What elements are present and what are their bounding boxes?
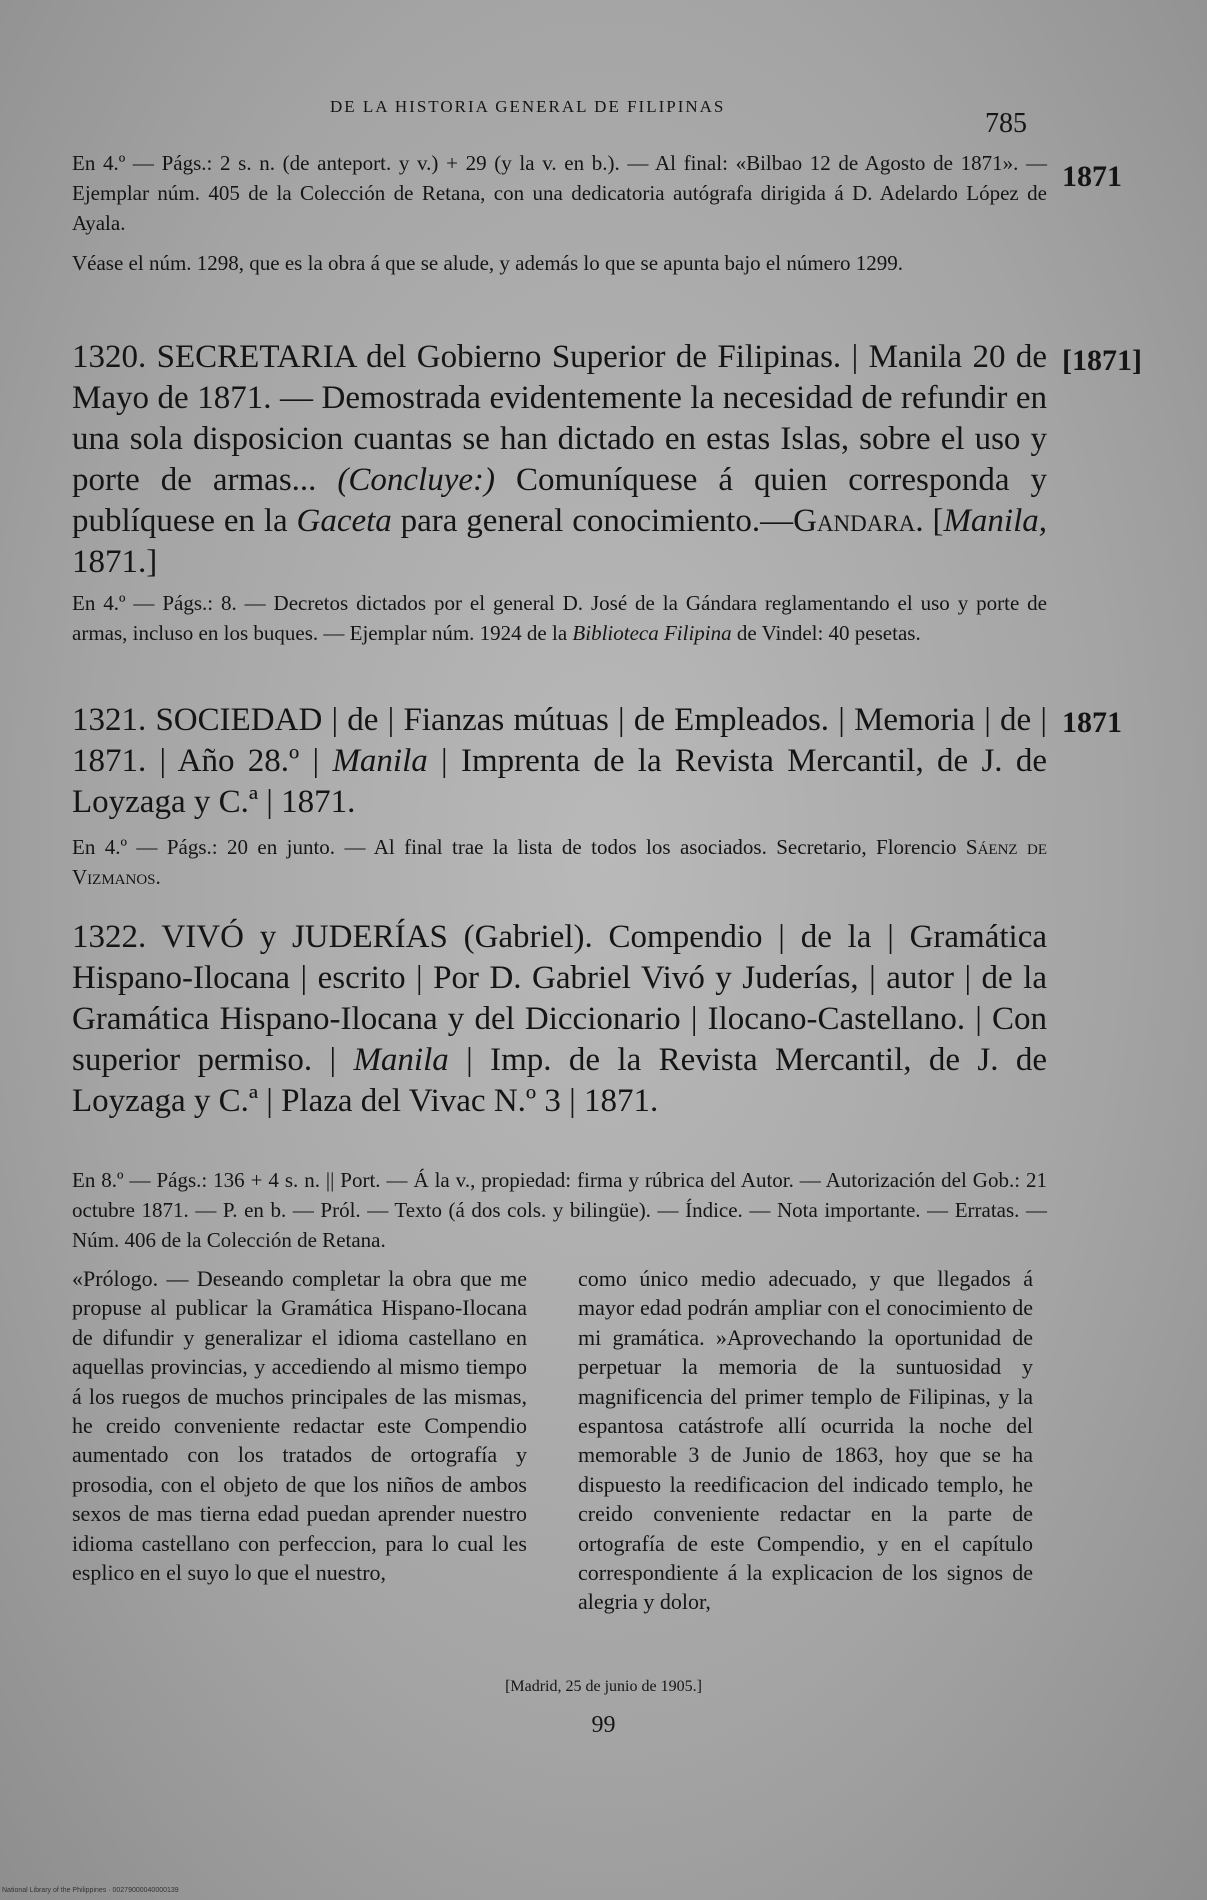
entry-1320-italic-concluye: (Concluye:) bbox=[337, 462, 495, 498]
entry-1320-body: Comuníquese á quien corresponda y publíquese en la bbox=[72, 462, 1047, 539]
prologue-column-right: como único medio adecuado, y que llegados á mayor edad podrán ampliar con el conocimiento de mi gramática. »Aprovechando la oportunidad de perpetuar la memoria de la suntuosidad y magnificencia del primer templo de Filipinas, y la espantosa catástrofe allí ocurrida la noche del memorable 3 de Junio de 1863, hoy que se ha dispuesto la reedificacion del indicado templo, he creido conveniente redactar en la parte de ortografía de este Compendio, y en el capítulo correspondiente á la explicacion de los signos de alegria y dolor, bbox=[578, 1266, 1033, 1615]
entry-1321-lead: 1321. SOCIEDAD | de | Fianzas mútuas | de Empleados. | Memoria | de | 1871. | Año 28.º | bbox=[72, 702, 1047, 779]
print-date: [Madrid, 25 de junio de 1905.] bbox=[505, 1678, 702, 1695]
entry-1321-note-tail: . bbox=[155, 865, 161, 889]
entry-1321 bbox=[72, 700, 1047, 823]
prologue-column-left: «Prólogo. — Deseando completar la obra que me propuse al publicar la Gramática Hispano-Ilocana de difundir y generalizar el idioma castellano en aquellas provincias, y accediendo al mismo tiempo á los ruegos de muchos principales de las mismas, he creido conveniente redactar este Compendio aumentado con los tratados de ortografía y prosodia, con el objeto de que los niños de ambos sexos de mas tierna edad puedan aprender nuestro idioma castellano con perfeccion, para lo cual les esplico en el suyo lo que el nuestro, bbox=[72, 1266, 527, 1586]
entry-1320-note-text: En 4.º — Págs.: 8. — Decretos dictados por el general D. José de la Gándara reglamentando el uso y porte de armas, incluso en los buques. — Ejemplar núm. 1924 de la bbox=[72, 591, 1047, 645]
entry-1320-lead: 1320. SECRETARIA del Gobierno Superior de Filipinas. | Manila 20 de Mayo de 1871. — Demostrada evidentemente la necesidad de refundir en una sola disposicion cuantas se han dictado en estas Islas, sobre el uso y porte de armas... bbox=[72, 339, 1047, 498]
entry-1322-body: | Imp. de la Revista Mercantil, de J. de Loyzaga y C.ª | Plaza del Vivac N.º 3 | 1871. bbox=[72, 1042, 1048, 1119]
margin-year-entry-1320: [1871] bbox=[1062, 344, 1142, 377]
entry-1322 bbox=[72, 917, 1047, 1122]
top-note-1: En 4.º — Págs.: 2 s. n. (de anteport. y v.) + 29 (y la v. en b.). — Al final: «Bilbao 12 de Agosto de 1871». — Ejemplar núm. 405 de la Colección de Retana, con una dedicatoria autógrafa dirigida á D. Adelardo López de Ayala. bbox=[72, 151, 1047, 235]
scan-credit: National Library of the Philippines · 00279000040000139 bbox=[2, 1887, 179, 1894]
entry-1321-body: | Imprenta de la Revista Mercantil, de J. de Loyzaga y C.ª | 1871. bbox=[72, 743, 1047, 820]
running-header: DE LA HISTORIA GENERAL DE FILIPINAS bbox=[330, 97, 726, 116]
page-number: 785 bbox=[985, 108, 1027, 139]
margin-year-entry-1321: 1871 bbox=[1062, 706, 1122, 739]
entry-1322-note: En 8.º — Págs.: 136 + 4 s. n. || Port. — Á la v., propiedad: firma y rúbrica del Autor. — Autorización del Gob.: 21 octubre 1871. — P. en b. — Pról. — Texto (á dos cols. y bilingüe). — Índice. — Nota importante. — Erratas. — Núm. 406 de la Colección de Retana. bbox=[72, 1168, 1047, 1252]
entry-1322-italic-place: Manila bbox=[353, 1042, 449, 1078]
entry-1322-lead: 1322. VIVÓ y JUDERÍAS (Gabriel). Compendio | de la | Gramática Hispano-Ilocana | escrito | Por D. Gabriel Vivó y Juderías, | autor | de la Gramática Hispano-Ilocana y del Diccionario | Ilocano-Castellano. | Con superior permiso. | bbox=[72, 919, 1047, 1078]
entry-1321-note-name: Sáenz de Vizmanos bbox=[72, 835, 1047, 889]
entry-1321-note-text: En 4.º — Págs.: 20 en junto. — Al final trae la lista de todos los asociados. Secretario, Florencio bbox=[72, 835, 966, 859]
entry-1320-note-italic: Biblioteca Filipina bbox=[572, 621, 732, 645]
entry-1320-italic-place: Manila, bbox=[943, 503, 1048, 539]
top-note-2: Véase el núm. 1298, que es la obra á que se alude, y además lo que se apunta bajo el número 1299. bbox=[72, 251, 903, 275]
entry-1320-author: Gandara bbox=[793, 503, 916, 539]
entry-1321-note bbox=[72, 832, 1047, 892]
signature-mark: 99 bbox=[591, 1712, 616, 1738]
entry-1320-tail: . [ bbox=[915, 503, 944, 539]
entry-1320-body-2: para general conocimiento.— bbox=[391, 503, 794, 539]
entry-1321-italic-place: Manila bbox=[332, 743, 428, 779]
entry-1320-note-tail: de Vindel: 40 pesetas. bbox=[731, 621, 921, 645]
margin-year-note: 1871 bbox=[1062, 160, 1122, 193]
entry-1320-note bbox=[72, 588, 1047, 648]
entry-1320 bbox=[72, 337, 1047, 583]
entry-1320-tail-2: 1871.] bbox=[72, 544, 158, 580]
entry-1320-italic-gaceta: Gaceta bbox=[296, 503, 392, 539]
